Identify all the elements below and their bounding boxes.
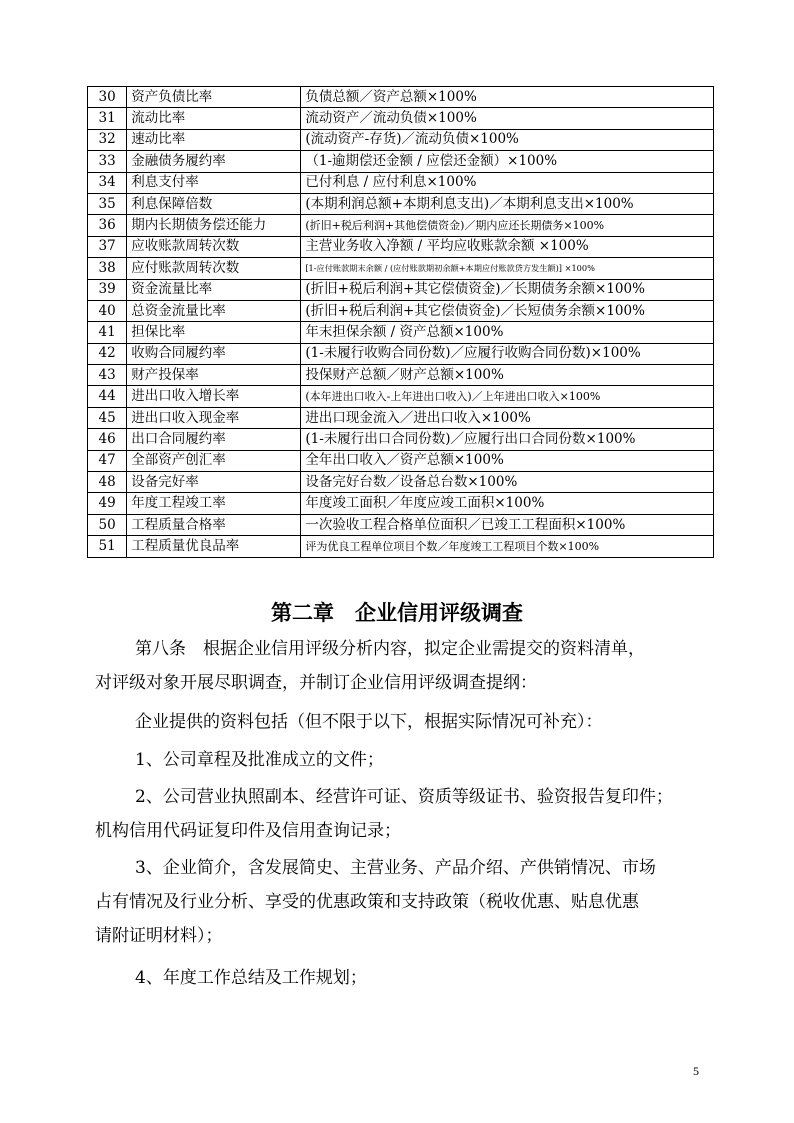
table-row	[88, 514, 714, 535]
item-1	[95, 743, 715, 777]
indicator-name: 全部资产创汇率	[127, 450, 301, 471]
table-row	[88, 258, 714, 279]
indicator-formula: 评为优良工程单位项目个数／年度竣工工程项目个数×100%	[301, 536, 714, 557]
row-number: 47	[88, 450, 127, 471]
article8-paragraph	[95, 632, 715, 700]
indicator-name: 进出口收入增长率	[127, 386, 301, 407]
table-row	[88, 108, 714, 129]
row-number: 48	[88, 472, 127, 493]
row-number: 49	[88, 493, 127, 514]
table-row	[88, 472, 714, 493]
indicator-name: 财产投保率	[127, 365, 301, 386]
item-2	[95, 780, 715, 848]
indicator-formula: (折旧+税后利润+其它偿债资金)／长期债务余额×100%	[301, 279, 714, 300]
indicator-formula: 流动资产／流动负债×100%	[301, 108, 714, 129]
table-row	[88, 322, 714, 343]
indicator-name: 期内长期债务偿还能力	[127, 215, 301, 236]
article8-line-2: 对评级对象开展尽职调查，并制订企业信用评级调查提纲：	[95, 673, 537, 693]
item-3-line-1: 3、企业简介，含发展简史、主营业务、产品介绍、产供销情况、市场	[135, 858, 656, 878]
indicator-name: 利息保障倍数	[127, 193, 301, 214]
ratio-table-body	[88, 87, 714, 558]
indicator-name: 出口合同履约率	[127, 429, 301, 450]
table-row	[88, 450, 714, 471]
item-4-text: 4、年度工作总结及工作规划；	[135, 968, 367, 988]
indicator-name: 资产负债比率	[127, 87, 301, 108]
row-number: 34	[88, 172, 127, 193]
materials-intro	[95, 705, 715, 739]
table-row	[88, 429, 714, 450]
indicator-formula: 已付利息 / 应付利息×100%	[301, 172, 714, 193]
table-row	[88, 365, 714, 386]
table-row	[88, 407, 714, 428]
indicator-formula: [1-应付账款期末余额 / (应付账款期初余额+本期应付账款贷方发生额)] ×100%	[301, 258, 714, 279]
indicator-name: 应收账款周转次数	[127, 236, 301, 257]
indicator-formula: (本年进出口收入-上年进出口收入)／上年进出口收入×100%	[301, 386, 714, 407]
indicator-formula: 负债总额／资产总额×100%	[301, 87, 714, 108]
indicator-formula: (1-未履行收购合同份数)／应履行收购合同份数)×100%	[301, 343, 714, 364]
row-number: 32	[88, 129, 127, 150]
indicator-name: 收购合同履约率	[127, 343, 301, 364]
indicator-name: 进出口收入现金率	[127, 407, 301, 428]
table-row	[88, 536, 714, 557]
indicator-name: 设备完好率	[127, 472, 301, 493]
item-1-text: 1、公司章程及批准成立的文件；	[135, 750, 384, 770]
indicator-formula: 投保财产总额／财产总额×100%	[301, 365, 714, 386]
item-3-line-2: 占有情况及行业分析、享受的优惠政策和支持政策（税收优惠、贴息优惠	[95, 892, 639, 912]
table-row	[88, 386, 714, 407]
indicator-formula: (1-未履行出口合同份数)／应履行出口合同份数×100%	[301, 429, 714, 450]
indicator-formula: 年末担保余额 / 资产总额×100%	[301, 322, 714, 343]
row-number: 46	[88, 429, 127, 450]
table-row	[88, 493, 714, 514]
row-number: 37	[88, 236, 127, 257]
indicator-name: 总资金流量比率	[127, 300, 301, 321]
chapter-title: 第二章 企业信用评级调查	[271, 601, 523, 625]
indicator-name: 担保比率	[127, 322, 301, 343]
indicator-formula: (流动资产-存货)／流动负债×100%	[301, 129, 714, 150]
indicator-name: 金融债务履约率	[127, 151, 301, 172]
table-row	[88, 151, 714, 172]
item-2-line-1: 2、公司营业执照副本、经营许可证、资质等级证书、验资报告复印件；	[135, 787, 673, 807]
indicator-formula: （1-逾期偿还金额 / 应偿还金额）×100%	[301, 151, 714, 172]
indicator-name: 利息支付率	[127, 172, 301, 193]
indicator-formula: (本期利润总额+本期利息支出)／本期利息支出×100%	[301, 193, 714, 214]
indicator-name: 工程质量优良品率	[127, 536, 301, 557]
indicator-formula: (折旧+税后利润+其它偿债资金)／长短债务余额×100%	[301, 300, 714, 321]
row-number: 35	[88, 193, 127, 214]
indicator-formula: 年度竣工面积／年度应竣工面积×100%	[301, 493, 714, 514]
indicator-formula: (折旧+税后利润+其他偿债资金)／期内应还长期债务×100%	[301, 215, 714, 236]
item-3	[95, 851, 715, 953]
indicator-name: 应付账款周转次数	[127, 258, 301, 279]
table-row	[88, 87, 714, 108]
indicator-formula: 一次验收工程合格单位面积／已竣工工程面积×100%	[301, 514, 714, 535]
row-number: 31	[88, 108, 127, 129]
indicator-name: 工程质量合格率	[127, 514, 301, 535]
row-number: 38	[88, 258, 127, 279]
table-row	[88, 129, 714, 150]
materials-intro-text: 企业提供的资料包括（但不限于以下，根据实际情况可补充）：	[135, 712, 603, 732]
row-number: 45	[88, 407, 127, 428]
row-number: 39	[88, 279, 127, 300]
article8-line-1: 第八条 根据企业信用评级分析内容，拟定企业需提交的资料清单，	[135, 639, 645, 659]
table-row	[88, 300, 714, 321]
row-number: 36	[88, 215, 127, 236]
row-number: 30	[88, 87, 127, 108]
indicator-formula: 主营业务收入净额 / 平均应收账款余额 ×100%	[301, 236, 714, 257]
page-number: 5	[693, 1064, 699, 1078]
row-number: 42	[88, 343, 127, 364]
table-row	[88, 172, 714, 193]
indicator-name: 年度工程竣工率	[127, 493, 301, 514]
row-number: 43	[88, 365, 127, 386]
item-2-line-2: 机构信用代码证复印件及信用查询记录；	[95, 821, 401, 841]
indicator-formula: 进出口现金流入／进出口收入×100%	[301, 407, 714, 428]
indicator-formula: 设备完好台数／设备总台数×100%	[301, 472, 714, 493]
row-number: 33	[88, 151, 127, 172]
table-row	[88, 279, 714, 300]
table-row	[88, 215, 714, 236]
row-number: 44	[88, 386, 127, 407]
row-number: 51	[88, 536, 127, 557]
row-number: 40	[88, 300, 127, 321]
indicator-formula: 全年出口收入／资产总额×100%	[301, 450, 714, 471]
item-4	[95, 961, 715, 995]
indicator-name: 速动比率	[127, 129, 301, 150]
table-row	[88, 343, 714, 364]
table-row	[88, 193, 714, 214]
row-number: 50	[88, 514, 127, 535]
indicator-name: 资金流量比率	[127, 279, 301, 300]
table-row	[88, 236, 714, 257]
item-3-line-3: 请附证明材料）；	[95, 926, 223, 946]
ratio-table	[87, 86, 714, 558]
row-number: 41	[88, 322, 127, 343]
indicator-name: 流动比率	[127, 108, 301, 129]
